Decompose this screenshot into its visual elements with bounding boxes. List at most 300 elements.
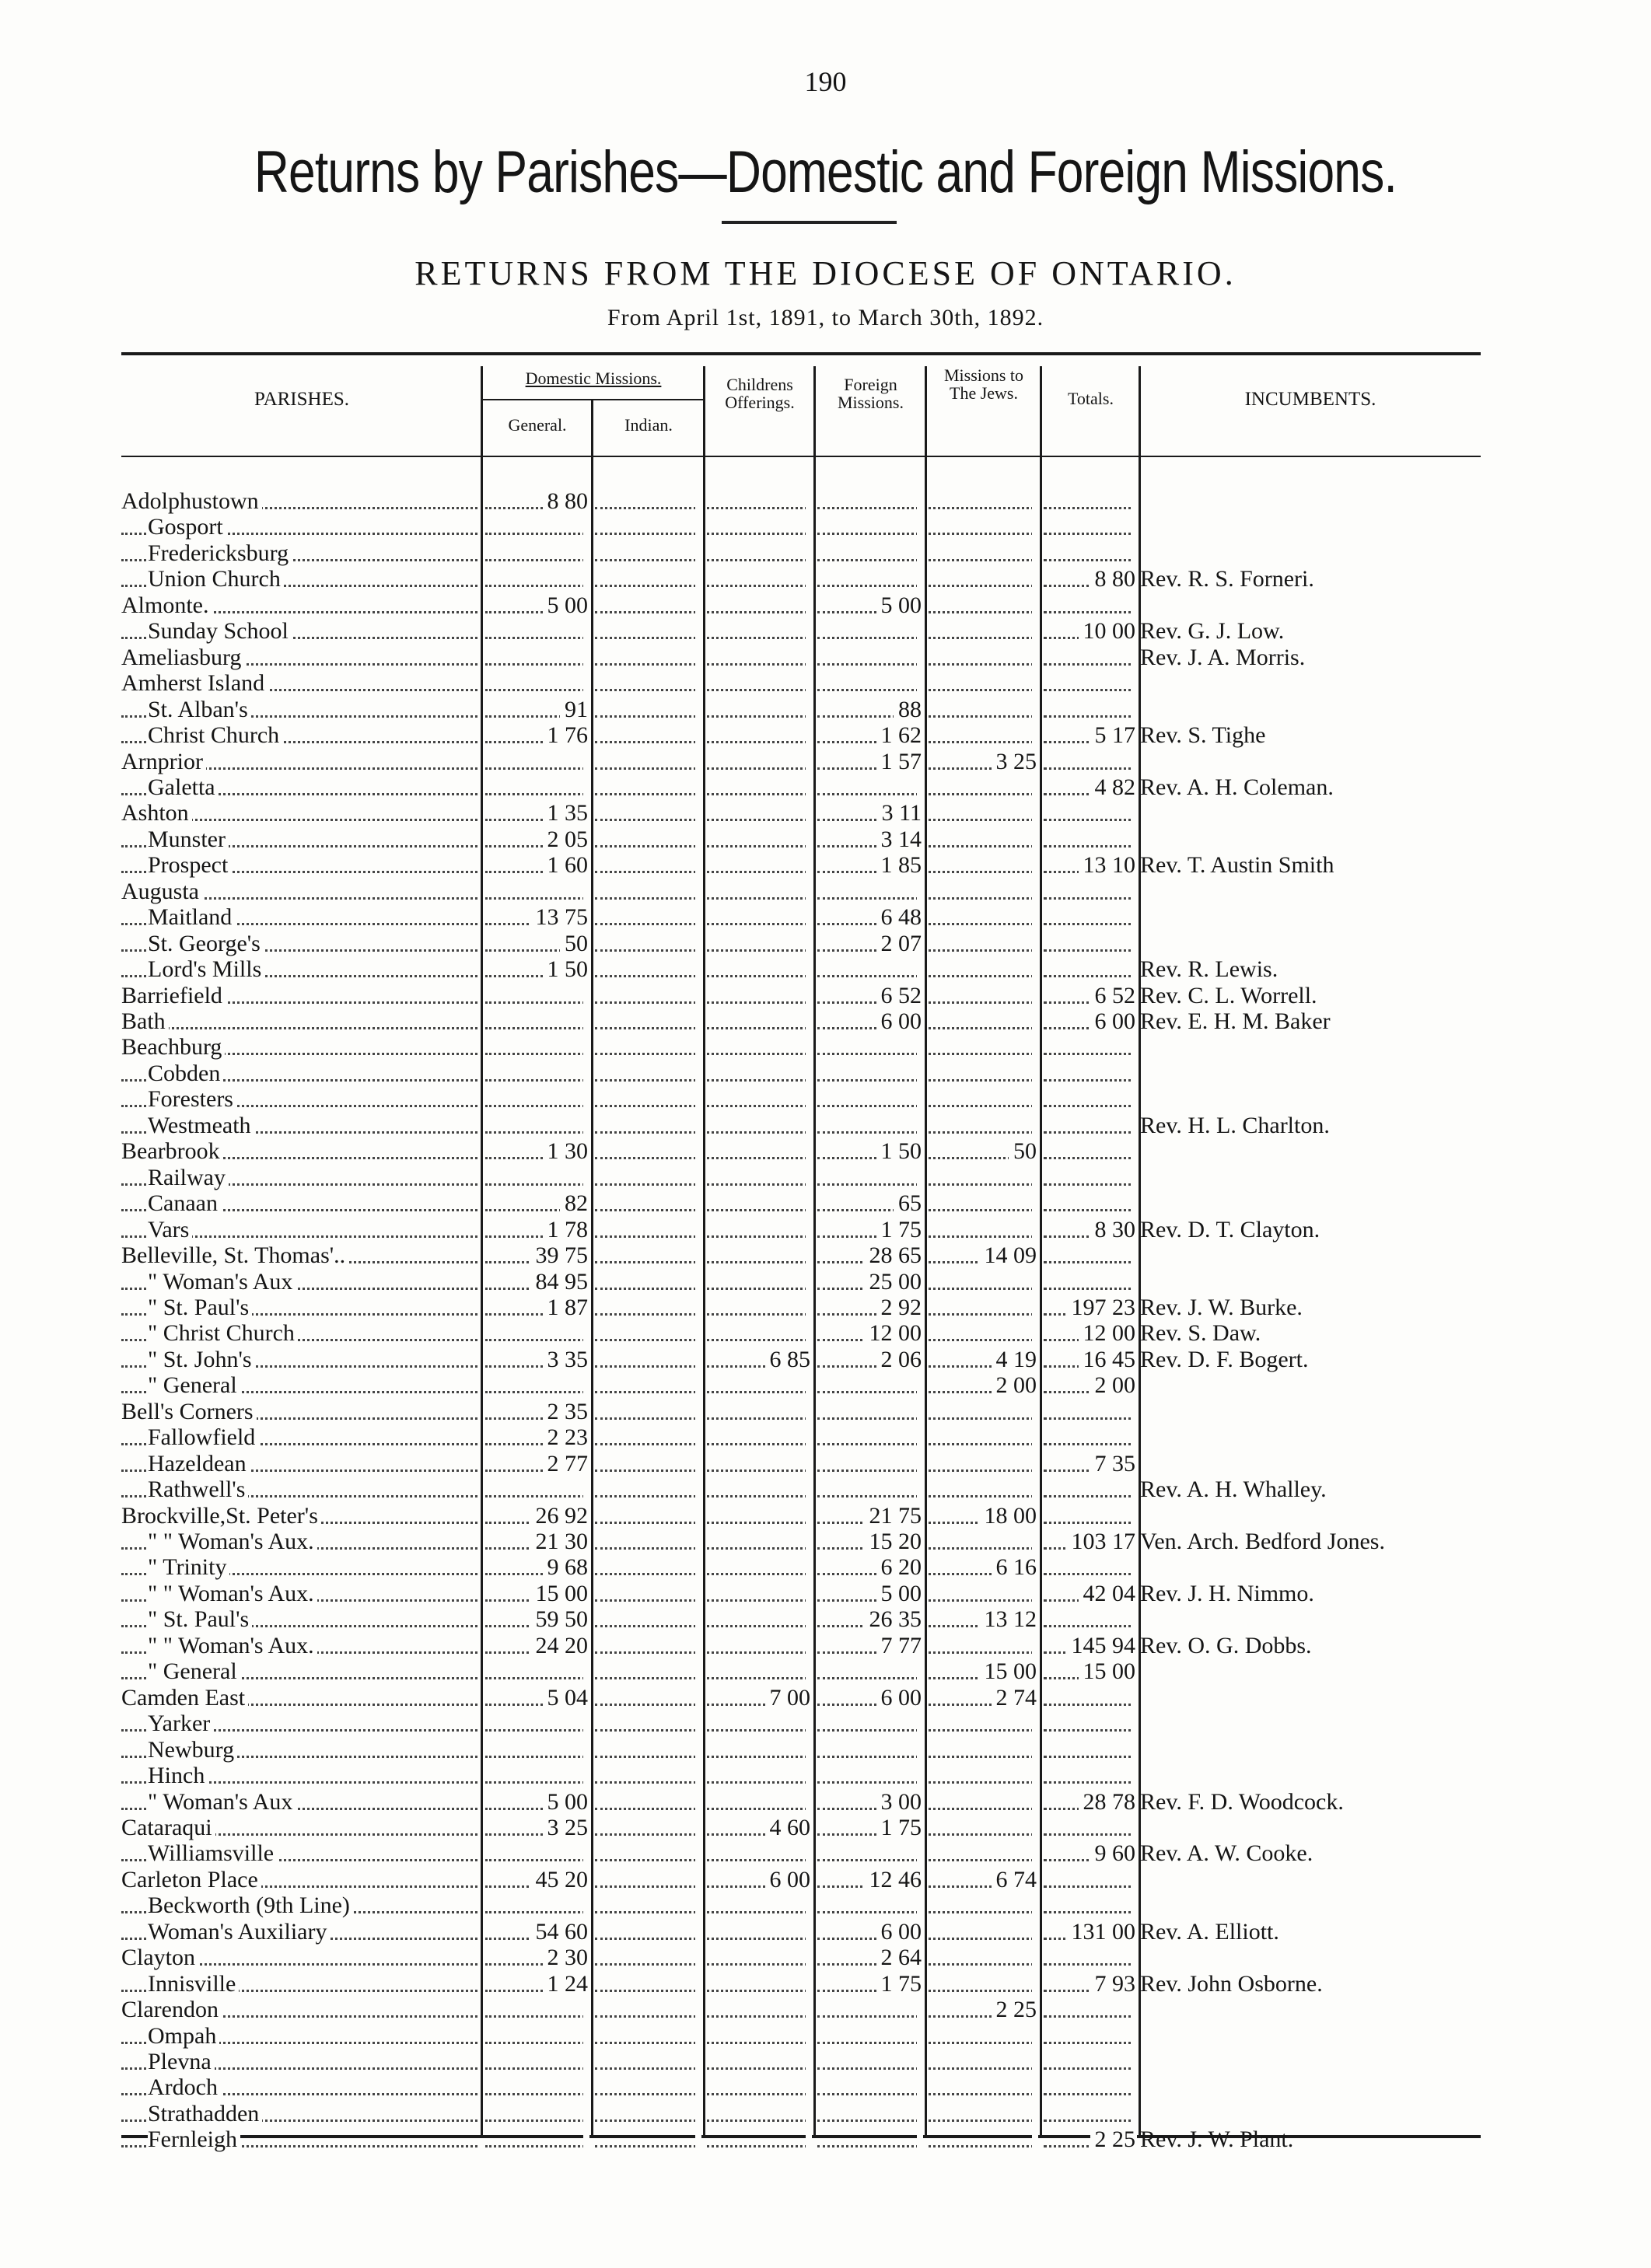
totals-value <box>1131 904 1137 930</box>
jews-value <box>1032 670 1038 696</box>
incumbent-name: Rev. J. H. Nimmo. <box>1140 1580 1314 1606</box>
foreign-cell <box>817 1372 923 1398</box>
totals-cell <box>1044 774 1137 800</box>
indian-cell <box>595 1034 701 1060</box>
indian-value <box>695 592 701 618</box>
parish-cell <box>121 956 477 982</box>
parish-name: Ardoch <box>148 2074 221 2100</box>
general-value: 1 87 <box>543 1295 590 1320</box>
childrens-value <box>806 1217 812 1242</box>
parish-cell <box>121 1633 477 1658</box>
totals-cell <box>1044 1269 1137 1295</box>
indian-cell <box>595 826 701 852</box>
indian-value <box>695 1424 701 1450</box>
totals-cell <box>1044 1217 1137 1242</box>
jews-value: 2 74 <box>992 1685 1039 1711</box>
jews-value <box>1032 904 1038 930</box>
childrens-value <box>806 1086 812 1112</box>
indian-value <box>695 1581 701 1606</box>
totals-cell <box>1044 1503 1137 1529</box>
general-cell <box>485 1347 589 1372</box>
indian-value <box>695 1451 701 1476</box>
childrens-cell <box>707 1606 812 1632</box>
general-cell <box>485 645 589 670</box>
parish-name: Ompah <box>148 2023 219 2049</box>
childrens-cell <box>707 1997 812 2022</box>
parish-cell <box>121 2101 477 2126</box>
totals-cell <box>1044 2074 1137 2100</box>
general-cell <box>485 931 589 956</box>
totals-value: 13 10 <box>1079 852 1138 878</box>
jews-cell <box>929 2023 1038 2049</box>
indian-value <box>695 1138 701 1164</box>
indian-value <box>695 1711 701 1736</box>
indian-cell <box>595 1606 701 1632</box>
table-row <box>121 2074 1481 2100</box>
general-value: 21 30 <box>531 1529 590 1554</box>
parish-name: Carleton Place <box>121 1867 261 1892</box>
incumbent-name: Rev. C. L. Worrell. <box>1140 982 1317 1008</box>
jews-cell <box>929 514 1038 540</box>
table-row <box>121 1320 1481 1346</box>
general-value <box>583 1113 589 1138</box>
childrens-cell <box>707 1919 812 1945</box>
childrens-cell <box>707 1190 812 1216</box>
foreign-cell <box>817 1086 923 1112</box>
childrens-cell <box>707 1165 812 1190</box>
general-cell <box>485 1737 589 1763</box>
foreign-value: 3 11 <box>877 800 923 826</box>
parish-cell <box>121 2126 477 2152</box>
foreign-cell <box>817 1945 923 1970</box>
childrens-value <box>806 800 812 826</box>
totals-cell <box>1044 1451 1137 1476</box>
foreign-value: 1 57 <box>876 749 924 774</box>
childrens-value <box>806 697 812 722</box>
parish-name: Fredericksburg <box>148 540 292 566</box>
general-cell <box>485 1503 589 1529</box>
jews-cell <box>929 983 1038 1008</box>
jews-value: 2 25 <box>992 1997 1039 2022</box>
header-bottom-rule <box>121 456 1481 457</box>
childrens-cell <box>707 1503 812 1529</box>
indian-value <box>695 645 701 670</box>
table-row <box>121 1424 1481 1450</box>
parish-name: Cobden <box>148 1061 223 1086</box>
parish-name: " St. Paul's <box>148 1606 252 1632</box>
table-row <box>121 931 1481 956</box>
diocese-heading: RETURNS FROM THE DIOCESE OF ONTARIO. <box>414 254 1237 292</box>
totals-cell <box>1044 1633 1137 1658</box>
parish-name: Hinch <box>148 1763 208 1788</box>
general-cell <box>485 670 589 696</box>
table-row <box>121 1503 1481 1529</box>
general-cell <box>485 566 589 592</box>
foreign-cell <box>817 1581 923 1606</box>
table-row <box>121 1789 1481 1815</box>
foreign-cell <box>817 1529 923 1554</box>
general-cell <box>485 1269 589 1295</box>
indian-cell <box>595 1919 701 1945</box>
general-cell <box>485 1061 589 1086</box>
general-value: 1 60 <box>543 852 590 878</box>
childrens-cell <box>707 540 812 566</box>
childrens-value <box>806 2126 812 2152</box>
general-value: 50 <box>560 931 589 956</box>
indian-cell <box>595 1815 701 1840</box>
general-cell <box>485 1685 589 1711</box>
jews-cell <box>929 1061 1038 1086</box>
jews-value <box>1032 1399 1038 1424</box>
childrens-cell <box>707 1242 812 1268</box>
table-row <box>121 1997 1481 2022</box>
totals-value: 7 35 <box>1090 1451 1138 1476</box>
childrens-value <box>806 1242 812 1268</box>
general-value: 2 77 <box>543 1451 590 1476</box>
childrens-value <box>806 1529 812 1554</box>
totals-value: 10 00 <box>1079 618 1138 644</box>
totals-value <box>1131 826 1137 852</box>
table-row <box>121 1919 1481 1945</box>
table-row <box>121 1451 1481 1476</box>
totals-cell <box>1044 1581 1137 1606</box>
childrens-cell <box>707 2023 812 2049</box>
jews-value <box>1032 983 1038 1008</box>
parish-cell <box>121 904 477 930</box>
table-row <box>121 618 1481 644</box>
totals-cell <box>1044 983 1137 1008</box>
foreign-value: 2 64 <box>876 1945 924 1970</box>
totals-cell <box>1044 697 1137 722</box>
parish-name: Innisville <box>148 1971 239 1997</box>
general-cell <box>485 800 589 826</box>
totals-value <box>1131 749 1137 774</box>
indian-value <box>695 540 701 566</box>
jews-cell <box>929 2049 1038 2074</box>
parish-name: " " Woman's Aux. <box>148 1633 317 1658</box>
general-cell <box>485 904 589 930</box>
general-value <box>583 1008 589 1034</box>
general-value <box>583 645 589 670</box>
childrens-value <box>806 1451 812 1476</box>
childrens-cell <box>707 1061 812 1086</box>
general-value <box>583 1165 589 1190</box>
jews-cell <box>929 697 1038 722</box>
parish-name: Williamsville <box>148 1840 277 1866</box>
jews-cell <box>929 1034 1038 1060</box>
parish-cell <box>121 540 477 566</box>
indian-cell <box>595 1320 701 1346</box>
totals-value <box>1131 1997 1137 2022</box>
foreign-cell <box>817 1685 923 1711</box>
jews-cell <box>929 2126 1038 2152</box>
foreign-value <box>917 1658 923 1684</box>
totals-value <box>1131 1086 1137 1112</box>
parish-cell <box>121 1138 477 1164</box>
childrens-value <box>806 1711 812 1736</box>
indian-cell <box>595 592 701 618</box>
parish-cell <box>121 749 477 774</box>
general-cell <box>485 1840 589 1866</box>
childrens-cell <box>707 1529 812 1554</box>
table-row <box>121 1840 1481 1866</box>
table-row <box>121 774 1481 800</box>
totals-value <box>1131 1892 1137 1918</box>
childrens-value <box>806 1165 812 1190</box>
header-indian: Indian. <box>624 415 673 435</box>
general-value <box>583 1372 589 1398</box>
indian-value <box>695 1840 701 1866</box>
general-value <box>583 1658 589 1684</box>
childrens-cell <box>707 749 812 774</box>
jews-cell <box>929 1086 1038 1112</box>
incumbent-name: Rev. A. W. Cooke. <box>1140 1840 1313 1867</box>
indian-value <box>695 1815 701 1840</box>
table-row <box>121 1190 1481 1216</box>
general-value: 2 30 <box>543 1945 590 1970</box>
jews-value <box>1032 2074 1038 2100</box>
foreign-cell <box>817 879 923 904</box>
incumbent-name: Rev. J. W. Plant. <box>1140 2126 1294 2153</box>
general-cell <box>485 1529 589 1554</box>
foreign-cell <box>817 1606 923 1632</box>
parish-cell <box>121 1061 477 1086</box>
indian-cell <box>595 1138 701 1164</box>
totals-cell <box>1044 1061 1137 1086</box>
totals-cell <box>1044 852 1137 878</box>
childrens-cell <box>707 645 812 670</box>
table-row <box>121 1658 1481 1684</box>
general-cell <box>485 1476 589 1502</box>
jews-cell <box>929 1320 1038 1346</box>
general-value: 5 00 <box>543 1789 590 1815</box>
parish-name: Sunday School <box>148 618 292 644</box>
parish-name: Munster <box>148 826 229 852</box>
totals-value <box>1131 1113 1137 1138</box>
table-row <box>121 1633 1481 1658</box>
indian-value <box>695 956 701 982</box>
parish-cell <box>121 1008 477 1034</box>
childrens-cell <box>707 670 812 696</box>
jews-cell <box>929 1529 1038 1554</box>
jews-value <box>1032 1165 1038 1190</box>
childrens-value <box>806 2023 812 2049</box>
general-value: 8 80 <box>543 488 590 514</box>
general-value: 3 25 <box>543 1815 590 1840</box>
foreign-cell <box>817 1269 923 1295</box>
parish-cell <box>121 1295 477 1320</box>
totals-cell <box>1044 749 1137 774</box>
jews-value <box>1032 1971 1038 1997</box>
totals-value: 197 23 <box>1067 1295 1138 1320</box>
totals-cell <box>1044 956 1137 982</box>
jews-cell <box>929 1217 1038 1242</box>
foreign-cell <box>817 1295 923 1320</box>
childrens-value <box>806 566 812 592</box>
indian-value <box>695 800 701 826</box>
general-cell <box>485 1633 589 1658</box>
totals-cell <box>1044 1554 1137 1580</box>
foreign-value <box>917 1892 923 1918</box>
childrens-cell <box>707 566 812 592</box>
indian-value <box>695 774 701 800</box>
childrens-cell <box>707 2049 812 2074</box>
table-row <box>121 1945 1481 1970</box>
totals-cell <box>1044 1399 1137 1424</box>
indian-cell <box>595 645 701 670</box>
table-row <box>121 1867 1481 1892</box>
jews-value <box>1032 956 1038 982</box>
indian-cell <box>595 488 701 514</box>
childrens-cell <box>707 592 812 618</box>
general-value: 2 23 <box>543 1424 590 1450</box>
jews-cell <box>929 540 1038 566</box>
incumbent-name: Rev. John Osborne. <box>1140 1970 1323 1997</box>
childrens-cell <box>707 1711 812 1736</box>
totals-cell <box>1044 1815 1137 1840</box>
parish-name: " General <box>148 1658 240 1684</box>
childrens-cell <box>707 1867 812 1892</box>
totals-cell <box>1044 566 1137 592</box>
jews-value: 50 <box>1009 1138 1038 1164</box>
foreign-value: 3 00 <box>876 1789 924 1815</box>
jews-cell <box>929 1242 1038 1268</box>
incumbent-name: Rev. R. Lewis. <box>1140 956 1278 983</box>
jews-cell <box>929 1399 1038 1424</box>
jews-cell <box>929 1606 1038 1632</box>
general-cell <box>485 1971 589 1997</box>
foreign-cell <box>817 1399 923 1424</box>
parish-name: Augusta <box>121 879 202 904</box>
incumbent-name: Rev. S. Daw. <box>1140 1320 1261 1347</box>
general-value: 3 35 <box>543 1347 590 1372</box>
incumbent-name: Rev. J. W. Burke. <box>1140 1294 1303 1320</box>
general-value: 1 78 <box>543 1217 590 1242</box>
foreign-value <box>917 1061 923 1086</box>
childrens-value <box>806 879 812 904</box>
foreign-cell <box>817 1554 923 1580</box>
table-row <box>121 1269 1481 1295</box>
totals-cell <box>1044 1165 1137 1190</box>
foreign-cell <box>817 1165 923 1190</box>
totals-value <box>1131 879 1137 904</box>
totals-cell <box>1044 1347 1137 1372</box>
parish-cell <box>121 1685 477 1711</box>
jews-cell <box>929 618 1038 644</box>
totals-cell <box>1044 592 1137 618</box>
childrens-cell <box>707 1840 812 1866</box>
table-row <box>121 2101 1481 2126</box>
jews-value <box>1032 1529 1038 1554</box>
table-row <box>121 1086 1481 1112</box>
indian-cell <box>595 931 701 956</box>
indian-cell <box>595 1061 701 1086</box>
general-value <box>583 540 589 566</box>
foreign-value: 12 46 <box>865 1867 924 1892</box>
foreign-cell <box>817 697 923 722</box>
indian-cell <box>595 1217 701 1242</box>
indian-cell <box>595 1113 701 1138</box>
foreign-cell <box>817 645 923 670</box>
foreign-value <box>917 1372 923 1398</box>
header-parishes: PARISHES. <box>254 389 350 410</box>
foreign-cell <box>817 2126 923 2152</box>
indian-cell <box>595 1190 701 1216</box>
indian-cell <box>595 2126 701 2152</box>
jews-value <box>1032 800 1038 826</box>
parish-name: Bell's Corners <box>121 1399 257 1424</box>
jews-cell <box>929 826 1038 852</box>
childrens-value <box>806 1840 812 1866</box>
date-range: From April 1st, 1891, to March 30th, 1892. <box>607 305 1044 330</box>
foreign-value <box>917 488 923 514</box>
jews-value <box>1032 879 1038 904</box>
totals-value <box>1131 1165 1137 1190</box>
general-cell <box>485 1711 589 1736</box>
jews-value <box>1032 1190 1038 1216</box>
foreign-value <box>917 2126 923 2152</box>
childrens-cell <box>707 1892 812 1918</box>
incumbent-name: Rev. A. H. Whalley. <box>1140 1476 1327 1503</box>
totals-cell <box>1044 1113 1137 1138</box>
childrens-value <box>806 1658 812 1684</box>
parish-cell <box>121 1997 477 2022</box>
parish-name: Beckworth (9th Line) <box>148 1892 353 1918</box>
general-cell <box>485 1113 589 1138</box>
jews-value <box>1032 1061 1038 1086</box>
jews-cell <box>929 1971 1038 1997</box>
foreign-cell <box>817 1424 923 1450</box>
foreign-cell <box>817 488 923 514</box>
table-row <box>121 1737 1481 1763</box>
indian-cell <box>595 1867 701 1892</box>
general-cell <box>485 1034 589 1060</box>
foreign-cell <box>817 931 923 956</box>
indian-cell <box>595 1554 701 1580</box>
parish-cell <box>121 1971 477 1997</box>
indian-cell <box>595 1008 701 1034</box>
childrens-cell <box>707 2101 812 2126</box>
totals-cell <box>1044 514 1137 540</box>
totals-value: 28 78 <box>1079 1789 1138 1815</box>
totals-value <box>1131 1034 1137 1060</box>
jews-value <box>1032 1789 1038 1815</box>
general-cell <box>485 2049 589 2074</box>
jews-value <box>1032 852 1038 878</box>
table-row <box>121 1763 1481 1788</box>
childrens-value <box>806 956 812 982</box>
parish-name: Gosport <box>148 514 226 540</box>
totals-cell <box>1044 670 1137 696</box>
totals-value <box>1131 1867 1137 1892</box>
jews-value <box>1032 566 1038 592</box>
general-value: 15 00 <box>531 1581 590 1606</box>
header-foreign-missions: Foreign Missions. <box>838 375 904 413</box>
indian-value <box>695 1919 701 1945</box>
indian-cell <box>595 852 701 878</box>
childrens-value <box>806 1971 812 1997</box>
totals-value <box>1131 2049 1137 2074</box>
jews-cell <box>929 488 1038 514</box>
jews-value <box>1032 618 1038 644</box>
general-cell <box>485 1242 589 1268</box>
foreign-value <box>917 1840 923 1866</box>
childrens-value <box>806 618 812 644</box>
indian-value <box>695 1295 701 1320</box>
table-row <box>121 826 1481 852</box>
foreign-cell <box>817 826 923 852</box>
foreign-value: 1 75 <box>876 1217 924 1242</box>
